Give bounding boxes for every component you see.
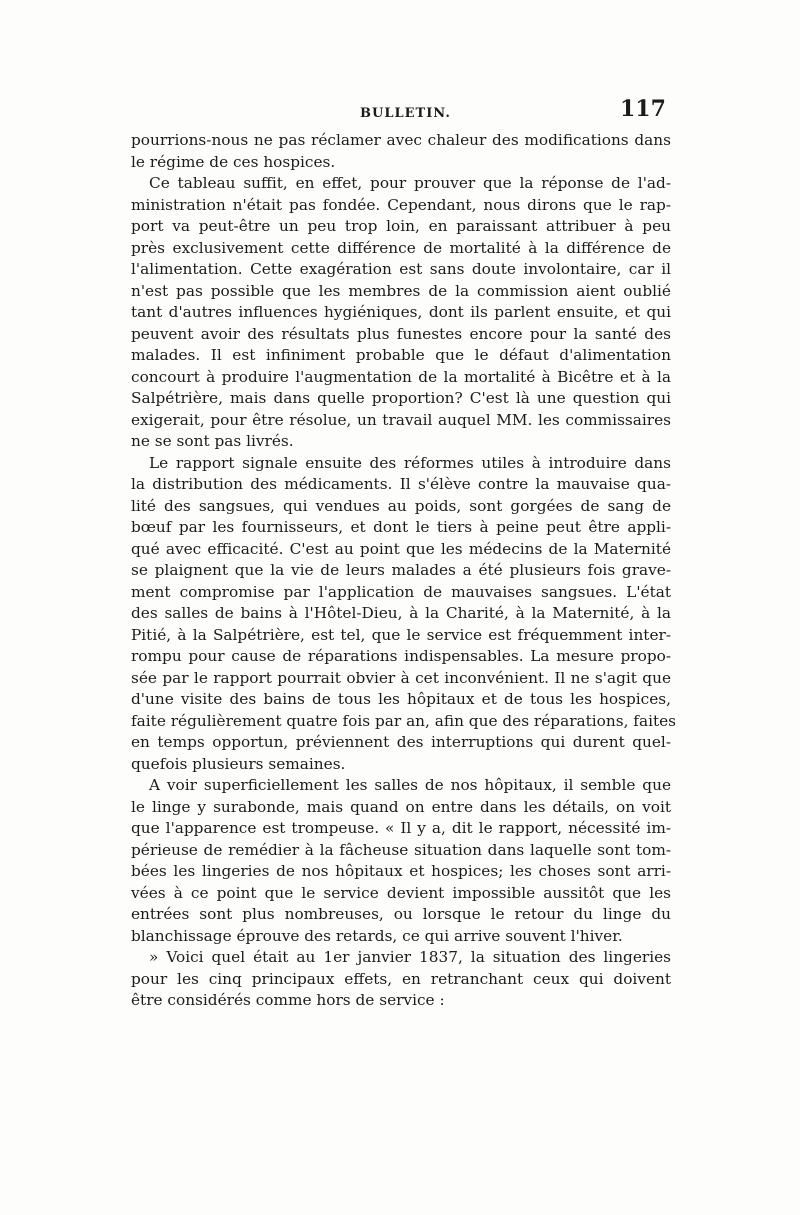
- text-line: que l'apparence est trompeuse. « Il y a, dit le rapport, nécessité im-: [131, 819, 671, 837]
- text-line: ment compromise par l'application de mauvaises sangsues. L'état: [131, 582, 671, 601]
- text-line: Salpétrière, mais dans quelle proportion? C'est là une question qui: [131, 389, 671, 407]
- text-line: port va peut-être un peu trop loin, en paraissant attribuer à peu: [131, 217, 671, 235]
- text-line: être considérés comme hors de service :: [131, 991, 445, 1009]
- text-line: l'alimentation. Cette exagération est sans doute involontaire, car il: [131, 260, 671, 278]
- text-line: la distribution des médicaments. Il s'élève contre la mauvaise qua-: [131, 475, 671, 493]
- text-line: faite régulièrement quatre fois par an, afin que des réparations, faites: [131, 711, 677, 730]
- text-line: concourt à produire l'augmentation de la mortalité à Bicêtre et à la: [131, 367, 671, 386]
- text-line: se plaignent que la vie de leurs malades a été plusieurs fois grave-: [131, 561, 671, 579]
- text-line: Ce tableau suffit, en effet, pour prouver que la réponse de l'ad-: [149, 174, 671, 192]
- text-line: en temps opportun, préviennent des interruptions qui durent quel-: [131, 733, 671, 751]
- text-line: entrées sont plus nombreuses, ou lorsque le retour du linge du: [131, 905, 671, 923]
- text-line: rompu pour cause de réparations indispensables. La mesure propo-: [131, 647, 671, 665]
- body-text: [131, 130, 677, 1012]
- text-line: Le rapport signale ensuite des réformes utiles à introduire dans: [149, 453, 671, 472]
- text-line: le régime de ces hospices.: [131, 152, 336, 171]
- text-line: vées à ce point que le service devient impossible aussitôt que les: [131, 883, 671, 902]
- text-line: pour les cinq principaux effets, en retranchant ceux qui doivent: [131, 969, 671, 988]
- text-line: malades. Il est infiniment probable que le défaut d'alimentation: [131, 346, 671, 364]
- text-line: bœuf par les fournisseurs, et dont le tiers à peine peut être appli-: [131, 518, 671, 536]
- text-line: tant d'autres influences hygiéniques, dont ils parlent ensuite, et qui: [131, 303, 671, 321]
- text-line: blanchissage éprouve des retards, ce qui arrive souvent l'hiver.: [131, 926, 623, 945]
- text-line: peuvent avoir des résultats plus funestes encore pour la santé des: [131, 324, 671, 343]
- text-line: Pitié, à la Salpétrière, est tel, que le service est fréquemment inter-: [131, 625, 671, 644]
- page-number: 117: [620, 96, 666, 122]
- text-line: sée par le rapport pourrait obvier à cet inconvénient. Il ne s'agit que: [131, 668, 671, 687]
- text-line: ne se sont pas livrés.: [131, 432, 294, 450]
- text-line: » Voici quel était au 1er janvier 1837, la situation des lingeries: [149, 948, 671, 966]
- text-line: qué avec efficacité. C'est au point que les médecins de la Maternité: [131, 539, 671, 558]
- text-line: d'une visite des bains de tous les hôpitaux et de tous les hospices,: [131, 690, 671, 708]
- text-line: lité des sangsues, qui vendues au poids, sont gorgées de sang de: [131, 496, 671, 515]
- text-line: bées les lingeries de nos hôpitaux et hospices; les choses sont arri-: [131, 862, 671, 880]
- text-line: ministration n'était pas fondée. Cependant, nous dirons que le rap-: [131, 195, 671, 214]
- text-line: quefois plusieurs semaines.: [131, 754, 346, 773]
- text-line: près exclusivement cette différence de mortalité à la différence de: [131, 238, 671, 257]
- text-line: n'est pas possible que les membres de la commission aient oublié: [131, 281, 671, 300]
- running-head: BULLETIN.: [360, 106, 451, 121]
- text-line: périeuse de remédier à la fâcheuse situation dans laquelle sont tom-: [131, 840, 671, 859]
- text-line: exigerait, pour être résolue, un travail auquel MM. les commissaires: [131, 410, 671, 429]
- text-line: A voir superficiellement les salles de nos hôpitaux, il semble que: [149, 776, 671, 794]
- text-line: le linge y surabonde, mais quand on entre dans les détails, on voit: [131, 797, 671, 816]
- text-line: des salles de bains à l'Hôtel-Dieu, à la Charité, à la Maternité, à la: [131, 604, 671, 622]
- text-line: pourrions-nous ne pas réclamer avec chaleur des modifications dans: [131, 131, 671, 149]
